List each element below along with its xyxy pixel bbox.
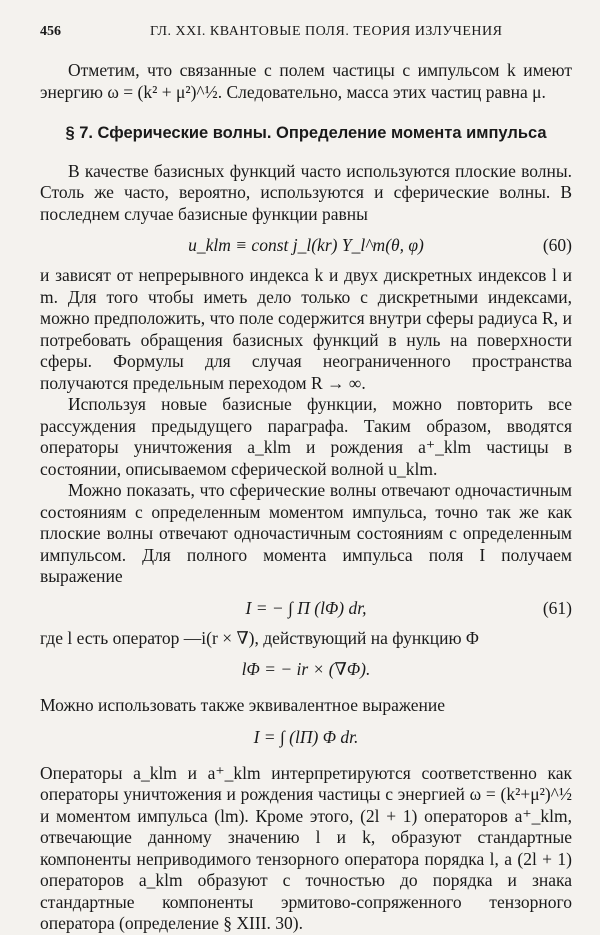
paragraph-operators: Используя новые базисные функции, можно повторить все рассуждения предыдущего параграфа. Таким образом, вводятся операторы уничтожения a_klm и рождения a⁺_klm частицы в состоянии, описываемом сферической волной u_klm. — [40, 394, 572, 479]
equation-60-number: (60) — [542, 235, 572, 255]
equation-60-body: u_klm ≡ const j_l(kr) Y_l^m(θ, φ) — [188, 235, 424, 255]
paragraph-indices: и зависят от непрерывного индекса k и двух дискретных индексов l и m. Для того чтобы иметь дело только с дискретными индексами, можно предположить, что поле содержится внутри сферы радиуса R, и потребовать обращения базисных функций в нуль на поверхности сферы. Формулы для случая неограниченного пространства получаются предельным переходом R → ∞. — [40, 265, 572, 393]
paragraph-interpretation: Операторы a_klm и a⁺_klm интерпретируются соответственно как операторы уничтожения и рождения частицы с энергией ω = (k²+μ²)^½ и моментом импульса (lm). Кроме этого, (2l + 1) операторов a⁺_klm, отвечающие данному значению l и k, образуют стандартные компоненты неприводимого тензорного оператора порядка l, а (2l + 1) операторов a_klm образуют с точностью до порядка и знака стандартные компоненты эрмитово-сопряженного тензорного оператора (определение § XIII. 30). — [40, 762, 572, 933]
equation-61 — [40, 596, 572, 620]
chapter-title: ГЛ. XXI. КВАНТОВЫЕ ПОЛЯ. ТЕОРИЯ ИЗЛУЧЕНИЯ — [150, 24, 503, 39]
section-title: § 7. Сферические волны. Определение момента импульса — [65, 124, 547, 142]
equation-alt-body: I = ∫ (lΠ) Φ dr. — [253, 726, 359, 747]
equation-l-phi — [40, 657, 572, 681]
paragraph-mass: Отметим, что связанные с полем частицы с импульсом k имеют энергию ω = (k² + μ²)^½. Следовательно, масса этих частиц равна μ. — [40, 60, 572, 102]
equation-l-phi-body: lΦ = − ir × (∇Φ). — [241, 659, 371, 679]
page-header — [40, 24, 572, 46]
paragraph-operator-l: где l есть оператор —i(r × ∇), действующий на функцию Φ — [40, 627, 479, 648]
page-body — [40, 60, 572, 935]
equation-alt — [40, 725, 572, 749]
paragraph-angular-momentum: Можно показать, что сферические волны отвечают одночастичным состояниям с определенным моментом импульса, точно так же как плоские волны отвечают одночастичным состояниям с определенным импульсом. Для полного момента импульса поля I получаем выражение — [40, 480, 572, 586]
page-number: 456 — [40, 24, 61, 39]
paragraph-equivalent: Можно использовать также эквивалентное выражение — [40, 695, 446, 715]
paragraph-basis-functions: В качестве базисных функций часто используются плоские волны. Столь же часто, вероятно, используются и сферические волны. В последнем случае базисные функции равны — [40, 160, 572, 224]
equation-60 — [40, 233, 572, 257]
equation-61-number: (61) — [542, 597, 572, 618]
equation-61-body: I = − ∫ Π (lΦ) dr, — [245, 597, 367, 618]
